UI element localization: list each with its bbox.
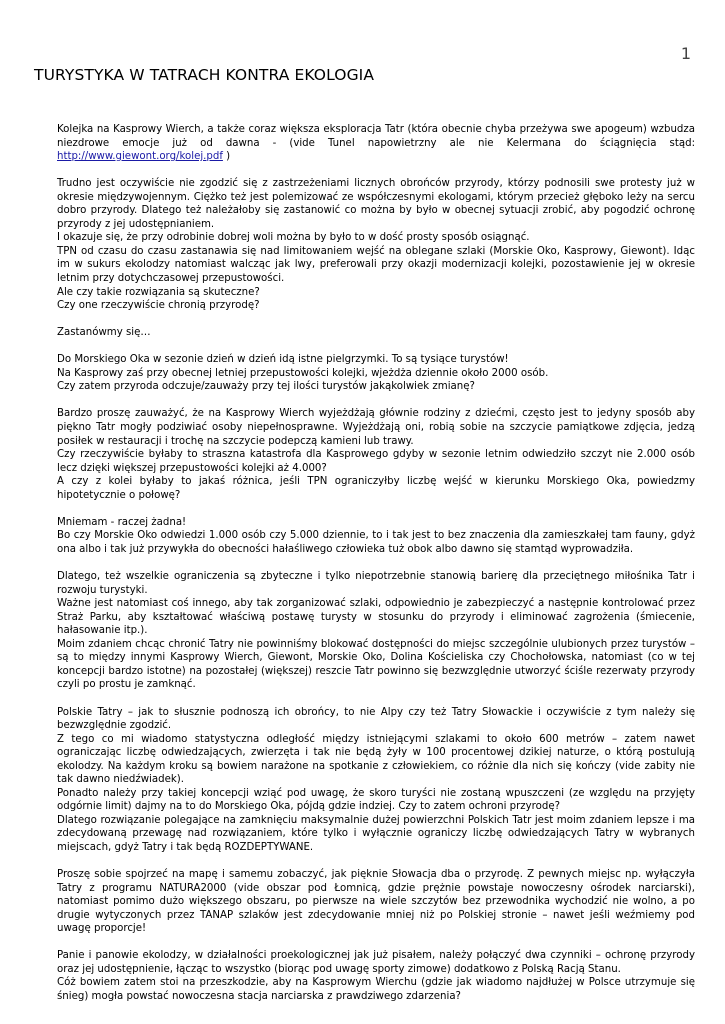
intro-after: ) <box>222 151 231 163</box>
body-paragraph: TPN od czasu do czasu zastanawia się nad limitowaniem wejść na oblegane szlaki (Morskie Oko, Kasprowy, Giewont). Idąc im w sukurs ekolodzy natomiast walcząc jak lwy, preferowali przy okazji modernizacji kolejki, pozostawienie jej w okresie letnim przy dotychczasowej przepustowości. <box>57 245 695 285</box>
body-paragraph: Mniemam - raczej żadna! <box>57 516 187 528</box>
spacer <box>57 340 695 354</box>
pdf-link[interactable]: http://www.giewont.org/kolej.pdf <box>57 151 223 163</box>
document-title: TURYSTYKA W TATRACH KONTRA EKOLOGIA <box>34 66 375 84</box>
page-number: 1 <box>680 44 691 63</box>
body-paragraph: Panie i panowie ekolodzy, w działalności proekologicznej jak już pisałem, należy połączyć dwa czynniki – ochronę przyrody oraz jej udostępnienie, łącząc to wszystko (biorąc pod uwagę sporty zimowe) dodatkowo z Polską Racją Stanu. <box>57 950 695 975</box>
body-paragraph: Czy zatem przyroda odczuje/zauważy przy tej ilości turystów jakąkolwiek zmianę? <box>57 381 475 393</box>
body-paragraph: Dlatego, też wszelkie ograniczenia są zbyteczne i tylko niepotrzebnie stanowią barierę dla przeciętnego miłośnika Tatr i rozwoju turystyki. <box>57 571 695 596</box>
body-paragraph: Ważne jest natomiast coś innego, aby tak zorganizować szlaki, odpowiednio je zabezpieczyć a następnie kontrolować przez Straż Parku, aby kształtować właściwą postawę turysty w stosunku do przyrody i eliminować zagrożenia (śmiecenie, hałasowanie itp.). <box>57 598 695 637</box>
body-paragraph: Bo czy Morskie Oko odwiedzi 1.000 osób czy 5.000 dziennie, to i tak jest to bez znaczenia dla zamieszkałej tam fauny, gdyż ona albo i tak już przywykła do obecności hałaśliwego człowieka tuż obok albo dawno się stamtąd wyprowadziła. <box>57 530 695 555</box>
spacer <box>57 394 695 408</box>
spacer <box>57 164 695 178</box>
body-paragraph: Dlatego rozwiązanie polegające na zamknięciu maksymalnie dużej powierzchni Polskich Tatr jest moim zdaniem lepsze i ma zdecydowaną przewagę nad rozwiązaniem, które tylko i wyłącznie ograniczy liczbę odwiedzających Tatry w wybranych miejscach, gdyż Tatry i tak będą ROZDEPTYWANE. <box>57 814 695 853</box>
body-paragraph: Do Morskiego Oka w sezonie dzień w dzień idą istne pielgrzymki. To są tysiące turystów! <box>57 354 509 366</box>
body-paragraph: Proszę sobie spojrzeć na mapę i samemu zobaczyć, jak pięknie Słowacja dba o przyrodę. Z pewnych miejsc np. wyłączyła Tatry z programu NATURA2000 (vide obszar pod Łomnicą, gdzie prężnie powstaje nowoczesny ośrodek narciarski), natomiast pomimo dużo większego obszaru, po pierwsze na wiele szczytów bez przewodnika wychodzić nie wolno, a po drugie wytyczonych przez TANAP szlaków jest zdecydowanie mniej niż po Polskiej stronie – nawet jeśli weźmiemy pod uwagę proporcje! <box>57 869 695 935</box>
body-paragraph: Czy one rzeczywiście chronią przyrodę? <box>57 300 260 312</box>
body-paragraph: Z tego co mi wiadomo statystyczna odległość między istniejącymi szlakami to około 600 metrów – zatem nawet ograniczając liczbę odwiedzających, zwierzęta i tak nie będą żyły w 100 procentowej dzikiej naturze, o którą postulują ekolodzy. Na każdym kroku są bowiem narażone na spotkanie z człowiekiem, co różnie dla nich się kończy (vide zabity nie tak dawno niedźwiadek). <box>57 733 695 786</box>
intro-text: Kolejka na Kasprowy Wierch, a także coraz większa eksploracja Tatr (która obecnie chyba przeżywa swe apogeum) wzbudza niezdrowe emocje już od dawna - (vide Tunel napowietrzny ale nie Kelermana do ściągnięcia stąd: <box>57 124 695 149</box>
spacer <box>57 936 695 950</box>
body-paragraph: A czy z kolei byłaby to jakaś różnica, jeśli TPN ograniczyłby liczbę wejść w kierunku Morskiego Oka, powiedzmy hipotetycznie o połowę? <box>57 476 695 501</box>
intro-paragraph <box>57 123 695 164</box>
body-paragraph: Na Kasprowy zaś przy obecnej letniej przepustowości kolejki, wjeżdża dziennie około 2000 osób. <box>57 367 549 379</box>
body-paragraph: Czy rzeczywiście byłaby to straszna katastrofa dla Kasprowego gdyby w sezonie letnim odwiedziło szczyt nie 2.000 osób lecz dzięki większej przepustowości kolejki aż 4.000? <box>57 449 695 474</box>
body-paragraph: Trudno jest oczywiście nie zgodzić się z zastrzeżeniami licznych obrońców przyrody, którzy podnosili swe protesty już w okresie międzywojennym. Ciężko też jest polemizować ze współczesnymi ekologami, którym przecież głęboko leży na sercu dobro przyrody. Dlatego też należałoby się zastanowić co można by było w obecnej sytuacji zrobić, aby pogodzić ochronę przyrody z jej udostępnianiem. <box>57 178 695 230</box>
body-paragraph: Bardzo proszę zauważyć, że na Kasprowy Wierch wyjeżdżają głównie rodziny z dziećmi, często jest to jedyny sposób aby piękno Tatr mogły podziwiać osoby niepełnosprawne. Wyjeżdżają oni, robią sobie na szczycie pamiątkowe zdjęcia, jedzą posiłek w restauracji i trochę na szczycie podepczą kamieni lub trawy. <box>57 408 695 447</box>
document-body <box>57 123 695 1004</box>
body-paragraph: Moim zdaniem chcąc chronić Tatry nie powinniśmy blokować dostępności do miejsc szczególnie ulubionych przez turystów – są to między innymi Kasprowy Wierch, Giewont, Morskie Oko, Dolina Kościeliska czy Chochołowska, natomiast (co w tej koncepcji bardzo istotne) na pozostałej (większej) reszcie Tatr powinno się bezwzględnie utworzyć ściśle rezerwaty przyrody czyli po prostu je zamknąć. <box>57 638 695 691</box>
spacer <box>57 855 695 869</box>
spacer <box>57 502 695 516</box>
body-paragraph: Cóż bowiem zatem stoi na przeszkodzie, aby na Kasprowym Wierchu (gdzie jak wiadomo najdłużej w Polsce utrzymuje się śnieg) mogła powstać nowoczesna stacja narciarska z prawdziwego zdarzenia? <box>57 977 695 1002</box>
paragraph-list <box>57 177 695 1003</box>
spacer <box>57 692 695 706</box>
body-paragraph: Zastanówmy się… <box>57 327 151 339</box>
body-paragraph: Ale czy takie rozwiązania są skuteczne? <box>57 286 260 298</box>
spacer <box>57 557 695 571</box>
spacer <box>57 313 695 327</box>
body-paragraph: Ponadto należy przy takiej koncepcji wziąć pod uwagę, że skoro turyści nie zostaną wpuszczeni (ze względu na przyjęty odgórnie limit) dajmy na to do Morskiego Oka, pójdą gdzie indziej. Czy to zatem ochroni przyrodę? <box>57 787 695 813</box>
body-paragraph: Polskie Tatry – jak to słusznie podnoszą ich obrońcy, to nie Alpy czy też Tatry Słowackie i oczywiście z tym należy się bezwzględnie zgodzić. <box>57 706 695 732</box>
body-paragraph: I okazuje się, że przy odrobinie dobrej woli można by było to w dość prosty sposób osiągnąć. <box>57 232 530 244</box>
